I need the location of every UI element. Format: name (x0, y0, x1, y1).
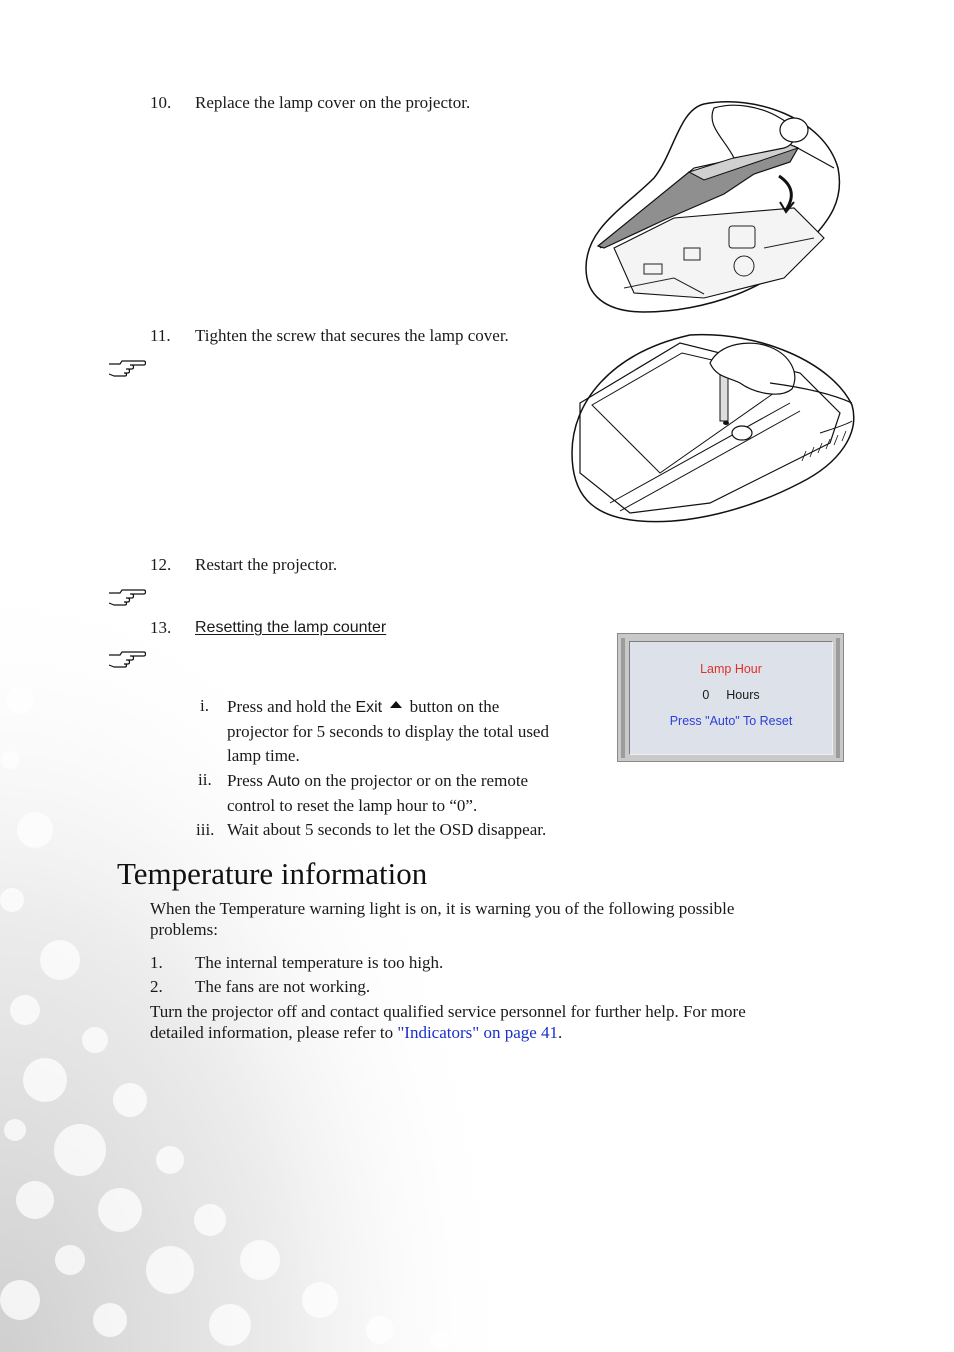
substep-i-text-b: button on the (405, 697, 500, 716)
step-12-number: 12. (150, 555, 172, 574)
substep-i-text-a: Press and hold the (227, 697, 356, 716)
outro-line-1: Turn the projector off and contact qualified service personnel for further help. For more (150, 1002, 746, 1021)
osd-title: Lamp Hour (700, 662, 762, 676)
substep-i-number: i. (200, 696, 209, 715)
substep-i-line2: projector for 5 seconds to display the total used (227, 722, 549, 741)
intro-line-1: When the Temperature warning light is on, it is warning you of the following possible (150, 899, 735, 918)
osd-panel (629, 641, 833, 755)
auto-key-label: Auto (267, 773, 301, 790)
substep-iii-text: Wait about 5 seconds to let the OSD disappear. (227, 820, 547, 839)
step-10-text: Replace the lamp cover on the projector. (195, 93, 471, 112)
outro-period: . (558, 1023, 563, 1042)
exit-key-label: Exit (355, 699, 383, 716)
step-11-number: 11. (150, 326, 171, 345)
item-2-text: The fans are not working. (195, 977, 371, 996)
osd-hours-value: 0 (702, 688, 710, 702)
intro-line-2: problems: (150, 920, 218, 939)
osd-edge-left (621, 638, 625, 758)
outro-line-2: detailed information, please refer to (150, 1023, 398, 1042)
substep-i-line3: lamp time. (227, 746, 300, 765)
osd-reset-hint: Press "Auto" To Reset (669, 714, 793, 728)
indicators-link[interactable]: "Indicators" on page 41 (397, 1023, 559, 1042)
substep-ii-text-b: on the projector or on the remote (300, 771, 529, 790)
section-intro (150, 898, 840, 940)
substep-i-text (227, 695, 607, 768)
substep-ii-number: ii. (198, 770, 212, 789)
item-2-number: 2. (150, 977, 163, 996)
screw-illustration (570, 333, 856, 525)
section-heading: Temperature information (117, 856, 428, 891)
lamp-cover-illustration (584, 98, 842, 316)
substep-ii-line2: control to reset the lamp hour to “0”. (227, 796, 478, 815)
osd-edge-right (836, 638, 840, 758)
section-outro (150, 1001, 840, 1043)
step-13-title: Resetting the lamp counter (195, 619, 387, 636)
step-12-text: Restart the projector. (195, 555, 338, 574)
step-13-number: 13. (150, 618, 172, 637)
step-11-text: Tighten the screw that secures the lamp cover. (195, 326, 509, 345)
osd-hours-unit: Hours (726, 688, 760, 702)
item-1-number: 1. (150, 953, 163, 972)
osd-hours-row (630, 688, 832, 702)
substep-iii-number: iii. (196, 820, 215, 839)
up-arrow-icon (389, 699, 403, 709)
note-hand-icon (108, 649, 146, 669)
substep-ii-text-a: Press (227, 771, 268, 790)
step-10-number: 10. (150, 93, 172, 112)
note-hand-icon (108, 587, 146, 607)
item-1-text: The internal temperature is too high. (195, 953, 444, 972)
substep-ii-text (227, 769, 607, 818)
lamp-hour-osd (617, 633, 844, 762)
note-hand-icon (108, 358, 146, 378)
